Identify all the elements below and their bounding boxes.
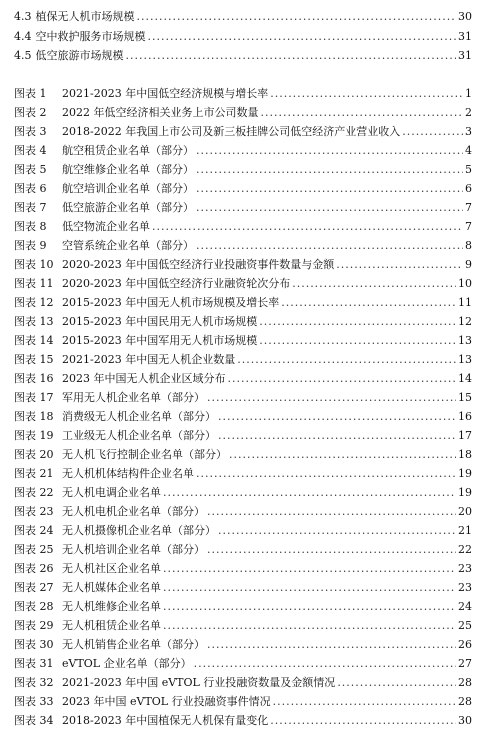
page-number: 14 [458, 372, 472, 385]
leader-dots [196, 180, 463, 198]
toc-figure-entry[interactable] [14, 446, 472, 464]
page-number: 27 [458, 657, 472, 670]
page-number: 26 [458, 638, 472, 651]
leader-dots [237, 351, 456, 369]
leader-dots [207, 541, 456, 559]
leader-dots [336, 256, 463, 274]
figure-title: 航空租赁企业名单（部分） [62, 144, 194, 157]
leader-dots [196, 142, 463, 160]
toc-figure-entry[interactable] [14, 408, 472, 426]
page-number: 21 [458, 524, 472, 537]
leader-dots [273, 693, 456, 711]
figure-title: 无人机机体结构件企业名单 [62, 467, 194, 480]
leader-dots [163, 598, 456, 616]
figure-title: 无人机媒体企业名单 [62, 581, 161, 594]
leader-dots [402, 123, 463, 141]
toc-figure-entry[interactable] [14, 636, 472, 654]
page-number: 25 [458, 619, 472, 632]
toc-figure-entry[interactable] [14, 332, 472, 350]
figure-title: 2018-2022 年我国上市公司及新三板挂牌公司低空经济产业营业收入 [62, 125, 401, 138]
figure-title: 军用无人机企业名单（部分） [62, 391, 205, 404]
leader-dots [163, 484, 456, 502]
toc-figure-entry[interactable] [14, 389, 472, 407]
figure-label: 图表 5 [14, 163, 47, 176]
toc-figure-entry[interactable] [14, 693, 472, 711]
leader-dots [259, 313, 456, 331]
toc-figure-entry[interactable] [14, 123, 472, 141]
leader-dots [292, 275, 456, 293]
figure-label: 图表 20 [14, 448, 54, 461]
toc-figure-entry[interactable] [14, 161, 472, 179]
figure-label: 图表 17 [14, 391, 54, 404]
figure-label: 图表 10 [14, 258, 54, 271]
figure-label: 图表 25 [14, 543, 54, 556]
toc-figure-entry[interactable] [14, 617, 472, 635]
page-number: 9 [465, 258, 472, 271]
toc-figure-entry[interactable] [14, 427, 472, 445]
figure-title: 2021-2023 年中国无人机企业数量 [62, 353, 236, 366]
page-number: 8 [465, 239, 472, 252]
figure-title: 2021-2023 年中国低空经济规模与增长率 [62, 87, 269, 100]
leader-dots [163, 617, 456, 635]
toc-section-entry[interactable] [14, 28, 472, 46]
figure-label: 图表 26 [14, 562, 54, 575]
figure-label: 图表 34 [14, 714, 54, 727]
figure-title: 低空旅游企业名单（部分） [62, 201, 194, 214]
figure-label: 图表 33 [14, 695, 54, 708]
page-number: 24 [458, 600, 472, 613]
leader-dots [229, 446, 456, 464]
leader-dots [218, 408, 456, 426]
leader-dots [228, 370, 457, 388]
toc-figure-entry[interactable] [14, 199, 472, 217]
page-number: 6 [465, 182, 472, 195]
figure-label: 图表 7 [14, 201, 47, 214]
figure-title: 无人机摄像机企业名单（部分） [62, 524, 216, 537]
toc-figure-entry[interactable] [14, 541, 472, 559]
page-number: 31 [458, 30, 472, 43]
leader-dots [152, 218, 463, 236]
leader-dots [196, 465, 456, 483]
figure-label: 图表 1 [14, 87, 47, 100]
figure-label: 图表 15 [14, 353, 54, 366]
figure-label: 图表 12 [14, 296, 54, 309]
toc-figure-entry[interactable] [14, 313, 472, 331]
leader-dots [137, 8, 457, 26]
toc-section-entry[interactable] [14, 47, 472, 65]
toc-figure-entry[interactable] [14, 484, 472, 502]
figure-label: 图表 9 [14, 239, 47, 252]
page-number: 10 [458, 277, 472, 290]
leader-dots [261, 104, 464, 122]
leader-dots [148, 28, 457, 46]
toc-figure-entry[interactable] [14, 674, 472, 692]
toc-figure-entry[interactable] [14, 712, 472, 730]
page-number: 31 [458, 49, 472, 62]
section-title: 低空旅游市场规模 [35, 49, 124, 62]
toc-figure-entry[interactable] [14, 256, 472, 274]
figure-label: 图表 18 [14, 410, 54, 423]
page-number: 23 [458, 562, 472, 575]
page-number: 3 [465, 125, 472, 138]
figure-label: 图表 21 [14, 467, 54, 480]
toc-figure-entry[interactable] [14, 180, 472, 198]
leader-dots [270, 712, 456, 730]
leader-dots [218, 427, 456, 445]
leader-dots [163, 579, 456, 597]
toc-figure-entry[interactable] [14, 522, 472, 540]
figure-label: 图表 6 [14, 182, 47, 195]
leader-dots [196, 161, 463, 179]
figure-label: 图表 13 [14, 315, 54, 328]
figure-label: 图表 11 [14, 277, 54, 290]
toc-figure-entry[interactable] [14, 237, 472, 255]
figure-label: 图表 30 [14, 638, 54, 651]
leader-dots [207, 389, 456, 407]
page-number: 30 [458, 714, 472, 727]
toc-figure-entry[interactable] [14, 370, 472, 388]
section-number: 4.5 [14, 49, 32, 62]
leader-dots [337, 674, 456, 692]
page-number: 28 [458, 695, 472, 708]
figure-title: 2015-2023 年中国民用无人机市场规模 [62, 315, 258, 328]
figure-label: 图表 4 [14, 144, 47, 157]
leader-dots [194, 655, 456, 673]
figure-title: 2022 年低空经济相关业务上市公司数量 [62, 106, 259, 119]
figure-title: 2020-2023 年中国低空经济行业投融资事件数量与金额 [62, 258, 335, 271]
section-title: 空中救护服务市场规模 [35, 30, 146, 43]
toc-figure-entry[interactable] [14, 351, 472, 369]
page-number: 28 [458, 676, 472, 689]
page-number: 19 [458, 486, 472, 499]
leader-dots [196, 199, 463, 217]
leader-dots [218, 522, 456, 540]
page-number: 15 [458, 391, 472, 404]
page-number: 19 [458, 467, 472, 480]
page-number: 7 [465, 201, 472, 214]
toc-figure-entry[interactable] [14, 579, 472, 597]
toc-figure-entry[interactable] [14, 655, 472, 673]
leader-dots [163, 560, 456, 578]
figure-label: 图表 22 [14, 486, 54, 499]
toc-figure-entry[interactable] [14, 503, 472, 521]
figure-label: 图表 8 [14, 220, 47, 233]
page-number: 1 [465, 87, 472, 100]
toc-figure-entry[interactable] [14, 598, 472, 616]
page-number: 23 [458, 581, 472, 594]
page-number: 7 [465, 220, 472, 233]
toc-figure-entry[interactable] [14, 560, 472, 578]
section-number: 4.3 [14, 10, 32, 23]
toc-figure-entry[interactable] [14, 104, 472, 122]
page-number: 22 [458, 543, 472, 556]
page-number: 16 [458, 410, 472, 423]
figure-title: 2015-2023 年中国无人机市场规模及增长率 [62, 296, 280, 309]
figure-title: 消费级无人机企业名单（部分） [62, 410, 216, 423]
section-title: 植保无人机市场规模 [35, 10, 135, 23]
page-number: 5 [465, 163, 472, 176]
figure-title: 2023 年中国 eVTOL 行业投融资事件情况 [62, 695, 271, 708]
page-number: 4 [465, 144, 472, 157]
figure-label: 图表 2 [14, 106, 47, 119]
page-number: 2 [465, 106, 472, 119]
leader-dots [126, 47, 457, 65]
leader-dots [281, 294, 456, 312]
figure-label: 图表 3 [14, 125, 47, 138]
page-number: 18 [458, 448, 472, 461]
figure-label: 图表 28 [14, 600, 54, 613]
figure-label: 图表 31 [14, 657, 54, 670]
figure-title: 无人机飞行控制企业名单（部分） [62, 448, 227, 461]
leader-dots [259, 332, 456, 350]
figure-title: 工业级无人机企业名单（部分） [62, 429, 216, 442]
leader-dots [207, 503, 456, 521]
figure-label: 图表 16 [14, 372, 54, 385]
page-number: 30 [458, 10, 472, 23]
figure-label: 图表 27 [14, 581, 54, 594]
page-number: 20 [458, 505, 472, 518]
figure-label: 图表 24 [14, 524, 54, 537]
page-number: 17 [458, 429, 472, 442]
figure-label: 图表 32 [14, 676, 54, 689]
toc-figure-entry[interactable] [14, 294, 472, 312]
page-number: 13 [458, 334, 472, 347]
toc-section-entry[interactable] [14, 8, 472, 26]
figure-label: 图表 29 [14, 619, 54, 632]
toc-figure-entry[interactable] [14, 275, 472, 293]
figure-title: 2021-2023 年中国 eVTOL 行业投融资数量及金额情况 [62, 676, 336, 689]
figure-title: 空管系统企业名单（部分） [62, 239, 194, 252]
figure-title: 无人机租赁企业名单 [62, 619, 161, 632]
toc-figure-entry[interactable] [14, 218, 472, 236]
figure-label: 图表 23 [14, 505, 54, 518]
figure-title: 2020-2023 年中国低空经济行业融资轮次分布 [62, 277, 291, 290]
figure-title: 无人机培训企业名单（部分） [62, 543, 205, 556]
figure-label: 图表 19 [14, 429, 54, 442]
leader-dots [196, 237, 463, 255]
section-number: 4.4 [14, 30, 32, 43]
figure-title: 无人机电调企业名单 [62, 486, 161, 499]
figure-title: 无人机电机企业名单（部分） [62, 505, 205, 518]
figure-title: 无人机维修企业名单 [62, 600, 161, 613]
figure-title: 无人机销售企业名单（部分） [62, 638, 205, 651]
toc-figure-entry[interactable] [14, 142, 472, 160]
toc-figure-entry[interactable] [14, 85, 472, 103]
toc-figure-entry[interactable] [14, 465, 472, 483]
figure-title: 无人机社区企业名单 [62, 562, 161, 575]
figure-title: 航空维修企业名单（部分） [62, 163, 194, 176]
leader-dots [207, 636, 456, 654]
figure-label: 图表 14 [14, 334, 54, 347]
figure-title: 航空培训企业名单（部分） [62, 182, 194, 195]
figure-title: 2015-2023 年中国军用无人机市场规模 [62, 334, 258, 347]
figure-title: 2018-2023 年中国植保无人机保有量变化 [62, 714, 269, 727]
page-number: 11 [458, 296, 472, 309]
page-number: 13 [458, 353, 472, 366]
page-number: 12 [458, 315, 472, 328]
figure-title: 2023 年中国无人机企业区域分布 [62, 372, 226, 385]
figure-title: eVTOL 企业名单（部分） [62, 657, 192, 670]
leader-dots [270, 85, 463, 103]
figure-title: 低空物流企业名单 [62, 220, 150, 233]
